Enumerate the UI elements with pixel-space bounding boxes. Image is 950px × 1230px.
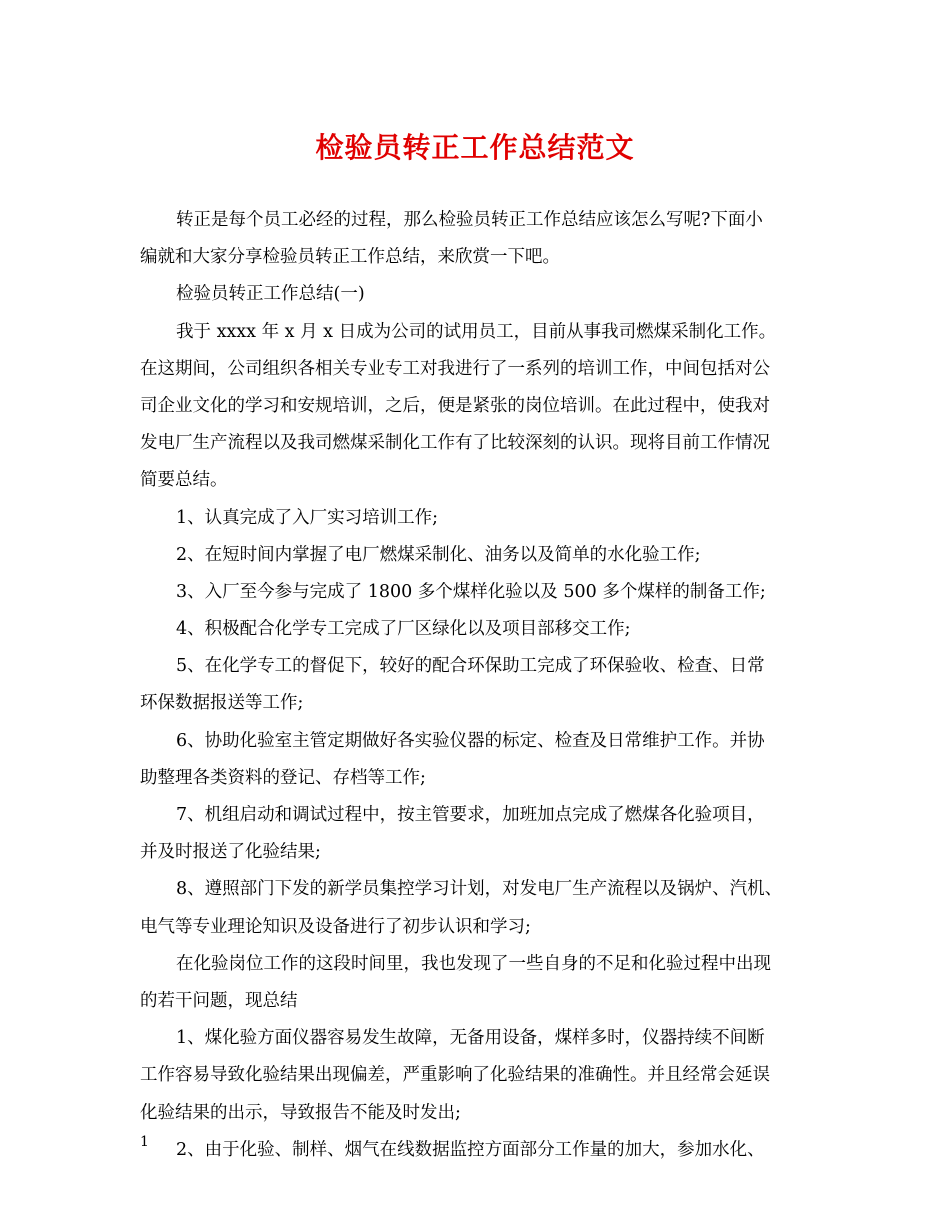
text-line: 5、在化学专工的督促下，较好的配合环保助工完成了环保验收、检查、日常 [176, 656, 765, 677]
text-line: 在这期间，公司组织各相关专业专工对我进行了一系列的培训工作，中间包括对公 [140, 358, 770, 379]
text-line: 2、在短时间内掌握了电厂燃煤采制化、油务以及简单的水化验工作; [176, 544, 701, 565]
text-line: 简要总结。 [140, 470, 228, 491]
text-line: 我于 xxxx 年 x 月 x 日成为公司的试用员工，目前从事我司燃煤采制化工作。 [176, 321, 777, 342]
text-line: 2、由于化验、制样、烟气在线数据监控方面部分工作量的加大，参加水化、 [176, 1139, 765, 1160]
text-line: 电气等专业理论知识及设备进行了初步认识和学习; [140, 916, 531, 937]
text-line: 化验结果的出示，导致报告不能及时发出; [140, 1102, 461, 1123]
document-title: 检验员转正工作总结范文 [315, 131, 635, 164]
text-line: 并及时报送了化验结果; [140, 842, 321, 863]
text-line: 工作容易导致化验结果出现偏差，严重影响了化验结果的准确性。并且经常会延误 [140, 1065, 770, 1086]
text-line: 助整理各类资料的登记、存档等工作; [140, 767, 426, 788]
text-line: 发电厂生产流程以及我司燃煤采制化工作有了比较深刻的认识。现将目前工作情况 [140, 433, 770, 454]
text-line: 转正是每个员工必经的过程，那么检验员转正工作总结应该怎么写呢?下面小 [176, 210, 763, 230]
text-line: 环保数据报送等工作; [140, 693, 304, 714]
text-line: 1、认真完成了入厂实习培训工作; [176, 507, 439, 528]
text-line: 的若干问题，现总结 [140, 990, 298, 1011]
text-line: 3、入厂至今参与完成了 1800 多个煤样化验以及 500 多个煤样的制备工作; [176, 581, 766, 602]
text-line: 检验员转正工作总结(一) [176, 284, 365, 305]
text-line: 1、煤化验方面仪器容易发生故障，无备用设备，煤样多时，仪器持续不间断 [176, 1028, 765, 1049]
text-line: 6、协助化验室主管定期做好各实验仪器的标定、检查及日常维护工作。并协 [176, 730, 765, 751]
text-line: 7、机组启动和调试过程中，按主管要求，加班加点完成了燃煤各化验项目， [176, 805, 765, 825]
text-line: 在化验岗位工作的这段时间里，我也发现了一些自身的不足和化验过程中出现 [176, 953, 771, 974]
text-line: 4、积极配合化学专工完成了厂区绿化以及项目部移交工作; [176, 619, 631, 640]
document-body [140, 202, 812, 1169]
text-line: 8、遵照部门下发的新学员集控学习计划，对发电厂生产流程以及锅炉、汽机、 [176, 879, 783, 900]
page-number: 1 [140, 1134, 149, 1150]
text-line: 司企业文化的学习和安规培训，之后，便是紧张的岗位培训。在此过程中，使我对 [140, 395, 770, 416]
text-line: 编就和大家分享检验员转正工作总结，来欣赏一下吧。 [140, 247, 560, 268]
